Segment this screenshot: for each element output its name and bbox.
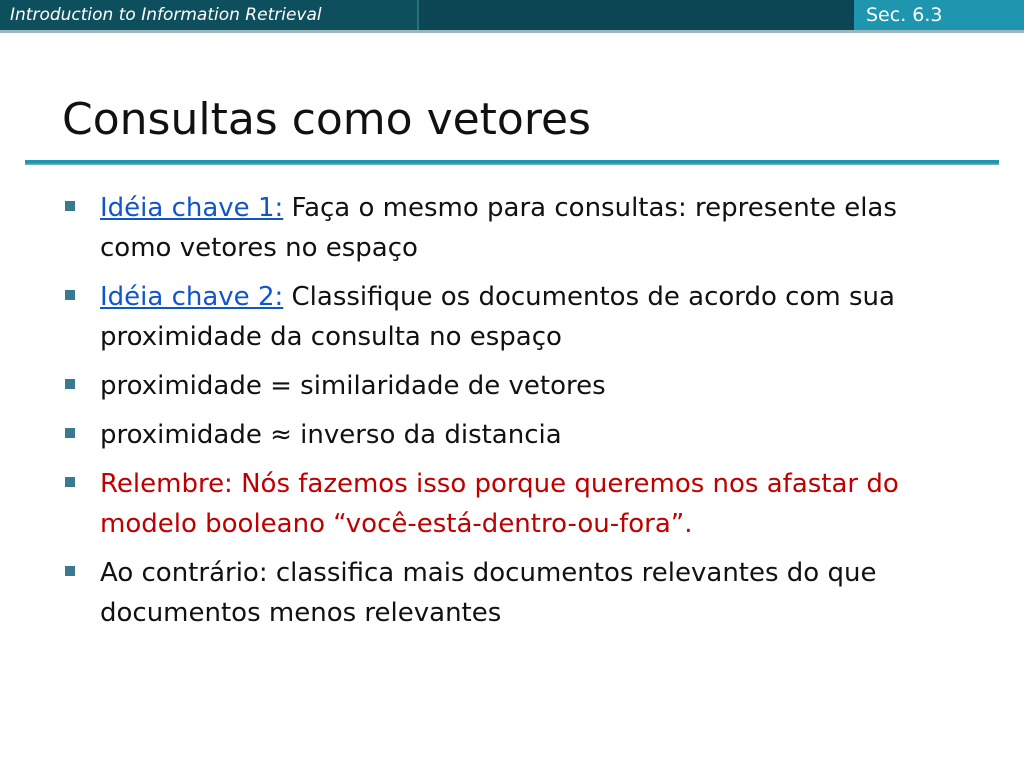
key-idea-2-link[interactable]: Idéia chave 2: <box>100 282 284 312</box>
title-rule <box>25 160 999 165</box>
bullet-item-key-idea-2 <box>64 277 964 357</box>
bullet-text: Faça o mesmo para consultas: represente elas como vetores no espaço <box>100 193 897 263</box>
header-middle-panel <box>419 0 852 30</box>
square-bullet-icon <box>65 290 75 300</box>
key-idea-1-link[interactable]: Idéia chave 1: <box>100 193 284 223</box>
course-title: Introduction to Information Retrieval <box>10 5 322 25</box>
square-bullet-icon <box>65 201 75 211</box>
bullet-text-reminder: Relembre: Nós fazemos isso porque queremos nos afastar do modelo booleano “você-está-dentro-ou-fora”. <box>100 469 899 539</box>
bullet-item-similarity <box>64 366 964 406</box>
bullet-text: Ao contrário: classifica mais documentos relevantes do que documentos menos relevantes <box>100 558 877 628</box>
section-label: Sec. 6.3 <box>866 4 943 26</box>
header-underline <box>0 30 1024 33</box>
bullet-text: proximidade = similaridade de vetores <box>100 371 606 401</box>
square-bullet-icon <box>65 477 75 487</box>
square-bullet-icon <box>65 379 75 389</box>
square-bullet-icon <box>65 428 75 438</box>
bullet-item-ranking <box>64 553 964 633</box>
bullet-item-key-idea-1 <box>64 188 964 268</box>
bullet-text: Classifique os documentos de acordo com sua proximidade da consulta no espaço <box>100 282 895 352</box>
bullet-item-distance <box>64 415 964 455</box>
square-bullet-icon <box>65 566 75 576</box>
page-title: Consultas como vetores <box>62 94 591 145</box>
bullet-item-reminder <box>64 464 964 544</box>
bullet-text: proximidade ≈ inverso da distancia <box>100 420 562 450</box>
bullet-list <box>64 188 964 642</box>
